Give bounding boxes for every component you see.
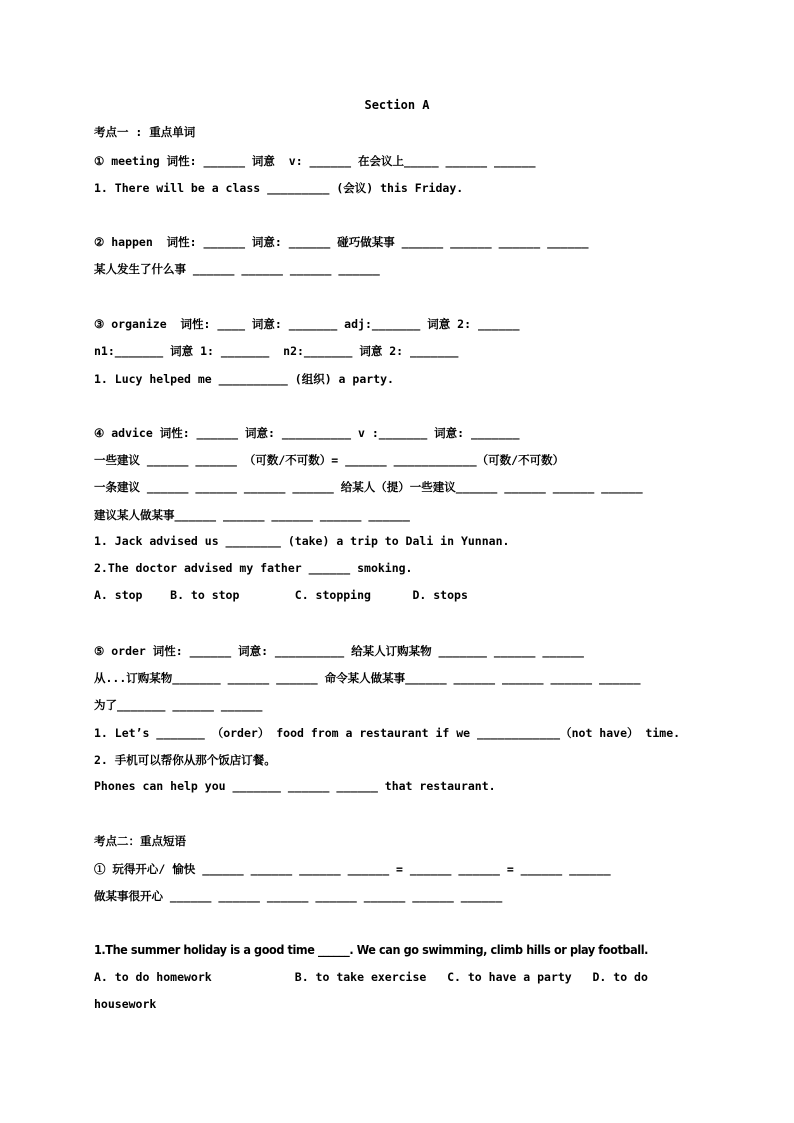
exercise-advice-1: 1. Jack advised us ________ (take) a trip to Dali in Yunnan. [94,534,510,548]
exercise-have-fun-1-options: A. to do homework B. to take exercise C. to have a party D. to do [94,970,648,984]
exercise-advice-2: 2.The doctor advised my father ______ smoking. [94,561,413,575]
item-happen: ② happen 词性: ______ 词意: ______ 碰巧做某事 ______ ______ ______ ______ [94,235,589,249]
item-advice: ④ advice 词性: ______ 词意: __________ v :_______ 词意: _______ [94,426,520,440]
item-organize: ③ organize 词性: ____ 词意: _______ adj:_______ 词意 2: ______ [94,317,520,331]
exercise-order-2: 2. 手机可以帮你从那个饭店订餐。 [94,753,276,767]
item-advice-line2: 一些建议 ______ ______ （可数/不可数）= ______ ____________（可数/不可数） [94,453,565,467]
item-order: ⑤ order 词性: ______ 词意: __________ 给某人订购某物 _______ ______ ______ [94,644,584,658]
exercise-order-2-answer: Phones can help you _______ ______ ______ that restaurant. [94,779,496,793]
item-order-line3: 为了_______ ______ ______ [94,698,263,712]
item-have-fun-line2: 做某事很开心 ______ ______ ______ ______ ______ ______ ______ [94,889,503,903]
section-heading-key-words: 考点一 : 重点单词 [94,125,196,139]
page-title: Section A [364,98,430,112]
exercise-meeting-1: 1. There will be a class _________ (会议) this Friday. [94,181,464,195]
item-meeting: ① meeting 词性: ______ 词意 v: ______ 在会议上_____ ______ ______ [94,154,536,168]
item-organize-line2: n1:_______ 词意 1: _______ n2:_______ 词意 2: _______ [94,344,459,358]
item-advice-line4: 建议某人做某事______ ______ ______ ______ ______ [94,508,410,522]
exercise-order-1: 1. Let’s _______ （order） food from a restaurant if we ____________（not have） time. [94,726,681,740]
exercise-organize-1: 1. Lucy helped me __________ (组织) a party. [94,372,394,386]
exercise-advice-2-options: A. stop B. to stop C. stopping D. stops [94,588,468,602]
section-heading-key-phrases: 考点二：重点短语 [94,834,186,848]
item-happen-line2: 某人发生了什么事 ______ ______ ______ ______ [94,262,380,276]
item-have-fun: ① 玩得开心/ 愉快 ______ ______ ______ ______ = ______ ______ = ______ ______ [94,862,611,876]
item-advice-line3: 一条建议 ______ ______ ______ ______ 给某人（提）一些建议______ ______ ______ ______ [94,480,643,494]
item-order-line2: 从...订购某物_______ ______ ______ 命令某人做某事______ ______ ______ ______ ______ [94,671,641,685]
exercise-have-fun-1-options-cont: housework [94,997,157,1011]
exercise-have-fun-1: 1.The summer holiday is a good time ______. We can go swimming, climb hills or play football. [94,942,649,957]
